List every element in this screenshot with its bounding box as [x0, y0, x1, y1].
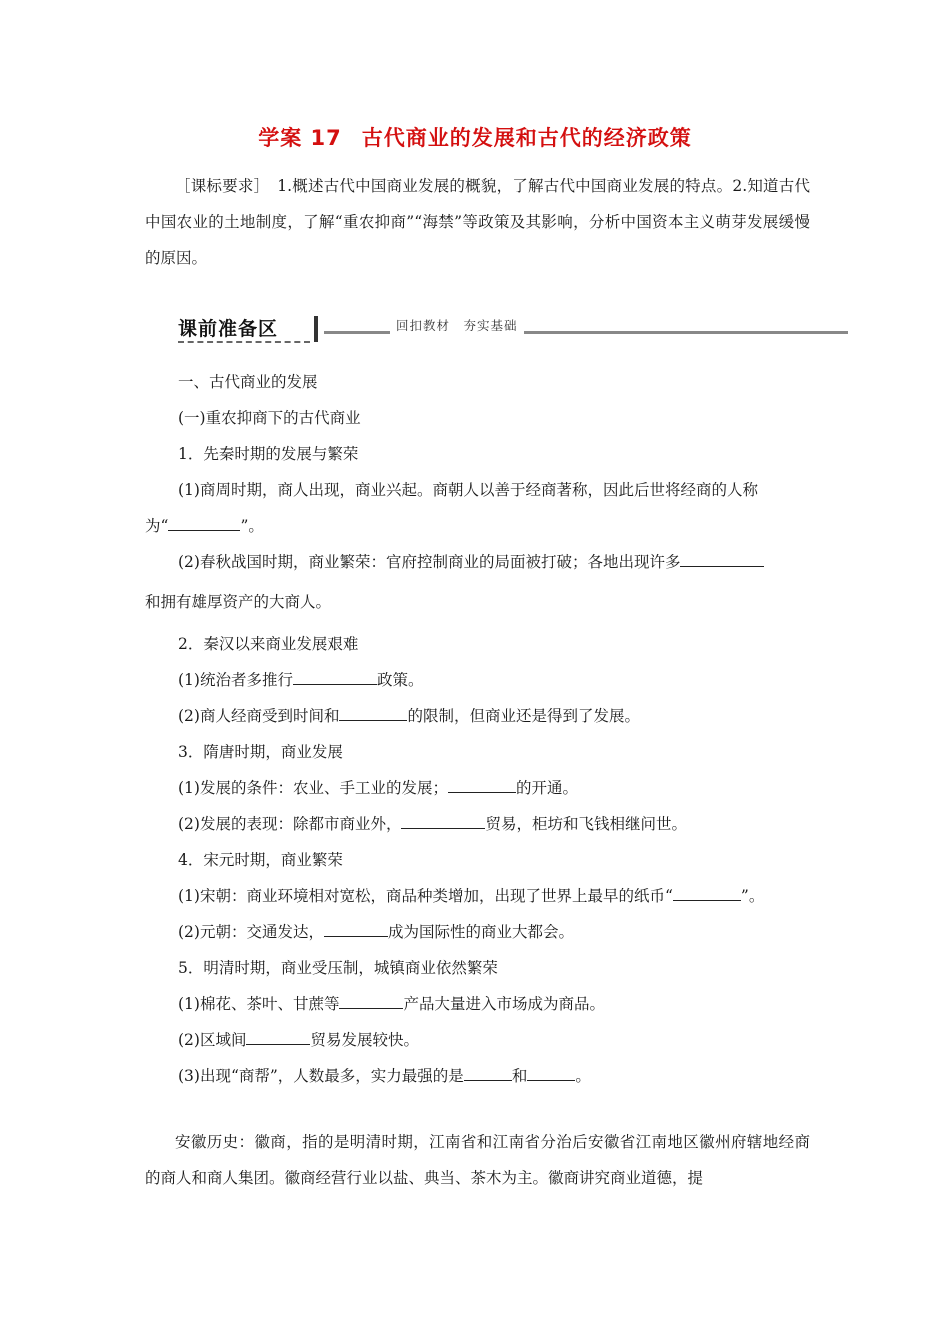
- text: (2)发展的表现：除都市商业外，: [178, 815, 402, 833]
- item-spring-autumn-cont: 和拥有雄厚资产的大商人。: [145, 593, 332, 611]
- text: 贸易发展较快。: [310, 1031, 419, 1049]
- fill-blank[interactable]: [527, 1066, 575, 1081]
- text: (2)区域间: [178, 1031, 247, 1049]
- text: (2)春秋战国时期，商业繁荣：官府控制商业的局面被打破；各地出现许多: [178, 553, 681, 571]
- item-song-yuan: 4．宋元时期，商业繁荣: [178, 851, 343, 869]
- fill-blank[interactable]: [324, 922, 388, 937]
- text: 的限制，但商业还是得到了发展。: [407, 707, 640, 725]
- text: (1)统治者多推行: [178, 671, 293, 689]
- text: 贸易，柜坊和飞钱相继问世。: [485, 815, 687, 833]
- text: 。: [575, 1067, 591, 1085]
- heading-ancient-commerce: 一、古代商业的发展: [178, 373, 318, 391]
- item-spring-autumn: [178, 550, 764, 572]
- item-sui-tang-1: [178, 776, 578, 798]
- item-shang-zhou-cont: [145, 514, 264, 536]
- section-divider: [314, 316, 318, 342]
- text: (1)发展的条件：农业、手工业的发展；: [178, 779, 448, 797]
- text: 和: [511, 1067, 528, 1085]
- fill-blank[interactable]: [673, 886, 741, 901]
- text: 政策。: [376, 671, 424, 689]
- item-qin-han: 2．秦汉以来商业发展艰难: [178, 635, 359, 653]
- section-title-underline: [178, 341, 310, 343]
- text: (1)棉花、茶叶、甘蔗等: [178, 995, 340, 1013]
- fill-blank[interactable]: [168, 516, 240, 531]
- item-song: [178, 884, 764, 906]
- curriculum-requirements: ［课标要求］ 1.概述古代中国商业发展的概貌，了解古代中国商业发展的特点。2.知道古代中国农业的土地制度，了解“重农抑商”“海禁”等政策及其影响，分析中国资本主义萌芽发展缓慢的原因。: [145, 177, 810, 267]
- text: 为“: [145, 517, 169, 535]
- fill-blank[interactable]: [246, 1030, 310, 1045]
- item-shang-zhou: (1)商周时期，商人出现，商业兴起。商朝人以善于经商著称，因此后世将经商的人称: [178, 481, 758, 499]
- item-sui-tang: 3．隋唐时期，商业发展: [178, 743, 343, 761]
- text: (2)元朝：交通发达，: [178, 923, 324, 941]
- item-ming-qing-3: [178, 1064, 591, 1086]
- section-subtitle: 回扣教材 夯实基础: [390, 316, 524, 334]
- section-title: 课前准备区: [178, 318, 279, 340]
- page-title: [0, 122, 950, 152]
- fill-blank[interactable]: [680, 552, 764, 567]
- text: 成为国际性的商业大都会。: [387, 923, 574, 941]
- text: 的开通。: [515, 779, 578, 797]
- subheading-commerce: (一)重农抑商下的古代商业: [178, 409, 361, 427]
- item-pre-qin: 1．先秦时期的发展与繁荣: [178, 445, 359, 463]
- fill-blank[interactable]: [448, 778, 516, 793]
- fill-blank[interactable]: [464, 1066, 512, 1081]
- item-ming-qing-1: [178, 992, 605, 1014]
- fill-blank[interactable]: [293, 670, 377, 685]
- text: ”。: [240, 517, 264, 535]
- section-header: [178, 314, 848, 344]
- text: (1)宋朝：商业环境相对宽松，商品种类增加，出现了世界上最早的纸币“: [178, 887, 673, 905]
- item-yuan: [178, 920, 574, 942]
- text: (2)商人经商受到时间和: [178, 707, 340, 725]
- item-ming-qing: 5．明清时期，商业受压制，城镇商业依然繁荣: [178, 959, 498, 977]
- anhui-history-note: 安徽历史：徽商，指的是明清时期，江南省和江南省分治后安徽省江南地区徽州府辖地经商的商人和商人集团。徽商经营行业以盐、典当、茶木为主。徽商讲究商业道德，提: [145, 1133, 810, 1187]
- fill-blank[interactable]: [401, 814, 485, 829]
- item-qin-han-1: [178, 668, 423, 690]
- lesson-title: 古代商业的发展和古代的经济政策: [361, 126, 692, 150]
- item-ming-qing-2: [178, 1028, 419, 1050]
- text: (3)出现“商帮”，人数最多，实力最强的是: [178, 1067, 464, 1085]
- text: ”。: [740, 887, 765, 905]
- fill-blank[interactable]: [339, 706, 407, 721]
- lesson-number: 学案 17: [258, 126, 342, 150]
- item-sui-tang-2: [178, 812, 687, 834]
- fill-blank[interactable]: [339, 994, 403, 1009]
- text: 产品大量进入市场成为商品。: [403, 995, 605, 1013]
- item-qin-han-2: [178, 704, 640, 726]
